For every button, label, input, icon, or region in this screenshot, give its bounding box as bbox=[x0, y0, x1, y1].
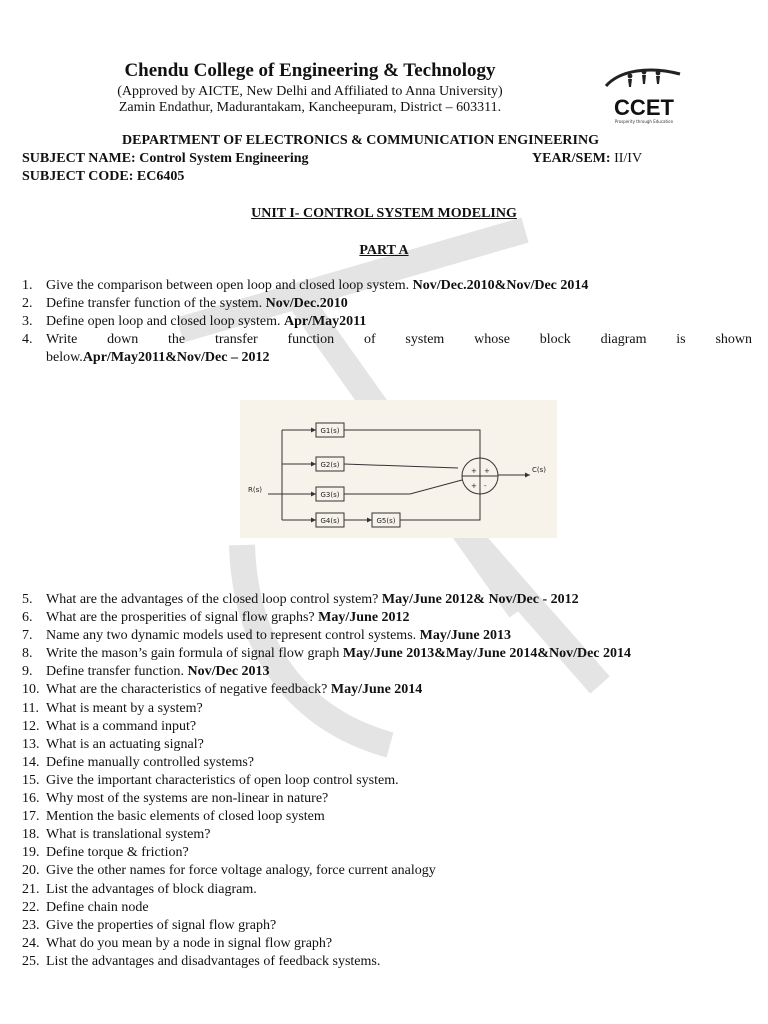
question-text: Define chain node bbox=[46, 899, 149, 915]
question-text: Mention the basic elements of closed loop system bbox=[46, 809, 325, 825]
part-title: PART A bbox=[359, 243, 409, 258]
subject-code-row bbox=[22, 169, 184, 185]
question-text: Give the important characteristics of open loop control system. bbox=[46, 772, 399, 788]
question-item bbox=[22, 681, 752, 699]
year-sem-label: YEAR/SEM: bbox=[532, 151, 611, 166]
question-exam-ref: May/June 2012 bbox=[318, 610, 410, 626]
subject-name-label: SUBJECT NAME: bbox=[22, 151, 136, 166]
sum-sign-3: + bbox=[471, 482, 477, 490]
question-text: Define transfer function of the system. bbox=[46, 296, 263, 312]
question-item bbox=[22, 935, 752, 953]
question-item bbox=[22, 862, 752, 880]
input-label: R(s) bbox=[248, 486, 262, 494]
block-g4: G4(s) bbox=[320, 517, 340, 525]
question-item bbox=[22, 591, 752, 609]
question-text: What is an actuating signal? bbox=[46, 736, 204, 752]
question-number: 1. bbox=[22, 278, 33, 293]
block-g2: G2(s) bbox=[320, 461, 340, 469]
question-number: 3. bbox=[22, 314, 33, 330]
question-exam-ref: Apr/May2011&Nov/Dec – 2012 bbox=[82, 350, 270, 366]
question-text: Give the other names for force voltage analogy, force current analogy bbox=[46, 863, 436, 879]
sum-sign-1: + bbox=[471, 467, 477, 475]
sum-sign-4: - bbox=[484, 482, 487, 490]
question-item bbox=[22, 772, 752, 790]
block-g3: G3(s) bbox=[320, 491, 340, 499]
question-text: Why most of the systems are non-linear in nature? bbox=[46, 791, 329, 807]
department-title: DEPARTMENT OF ELECTRONICS & COMMUNICATION ENGINEERING bbox=[122, 133, 599, 148]
block-diagram bbox=[240, 400, 557, 538]
question-text: Give the properties of signal flow graph? bbox=[46, 917, 277, 933]
question-exam-ref: May/June 2012& Nov/Dec - 2012 bbox=[381, 592, 579, 607]
question-number: 21. bbox=[22, 881, 40, 897]
question-item bbox=[22, 700, 752, 718]
question-number: 24. bbox=[22, 935, 40, 951]
question-text: What are the characteristics of negative feedback? bbox=[46, 682, 328, 698]
subject-name-value: Control System Engineering bbox=[139, 151, 309, 166]
question-item bbox=[22, 609, 752, 627]
question-exam-ref: Apr/May2011 bbox=[283, 314, 367, 330]
question-item bbox=[22, 663, 752, 681]
college-logo bbox=[600, 62, 690, 126]
question-number: 19. bbox=[22, 845, 40, 861]
question-item bbox=[22, 645, 752, 663]
question-text: What are the prosperities of signal flow graphs? bbox=[46, 610, 315, 626]
question-number: 25. bbox=[22, 953, 40, 969]
question-exam-ref: May/June 2013&May/June 2014&Nov/Dec 2014 bbox=[342, 646, 632, 662]
block-g1: G1(s) bbox=[320, 427, 340, 435]
question-list-bottom bbox=[22, 591, 752, 971]
approval-line: (Approved by AICTE, New Delhi and Affiliated to Anna University) bbox=[117, 84, 503, 99]
question-exam-ref: May/June 2013 bbox=[419, 628, 512, 644]
question-text: Define manually controlled systems? bbox=[46, 754, 254, 770]
question-item bbox=[22, 881, 752, 899]
question-item bbox=[22, 313, 752, 331]
question-text: What are the advantages of the closed loop control system? bbox=[46, 592, 379, 607]
question-number: 12. bbox=[22, 718, 40, 734]
question-text: Name any two dynamic models used to represent control systems. bbox=[46, 628, 417, 644]
question-text: Write down the transfer function of system whose block diagram is shown bbox=[46, 332, 752, 348]
question-text: What is meant by a system? bbox=[46, 700, 203, 716]
question-number: 10. bbox=[22, 682, 40, 698]
question-item bbox=[22, 754, 752, 772]
question-number: 23. bbox=[22, 917, 40, 933]
question-number: 6. bbox=[22, 610, 33, 626]
question-number: 16. bbox=[22, 791, 40, 807]
address-line: Zamin Endathur, Madurantakam, Kancheepuram, District – 603311. bbox=[118, 100, 502, 115]
question-exam-ref: May/June 2014 bbox=[330, 682, 423, 698]
question-text: What do you mean by a node in signal flow graph? bbox=[46, 935, 333, 951]
sum-sign-2: + bbox=[484, 467, 490, 475]
question-item bbox=[22, 718, 752, 736]
question-item bbox=[22, 627, 752, 645]
question-number: 2. bbox=[22, 296, 33, 312]
question-item bbox=[22, 790, 752, 808]
question-list-top bbox=[22, 277, 752, 367]
unit-title: UNIT I- CONTROL SYSTEM MODELING bbox=[251, 206, 517, 221]
question-text: What is a command input? bbox=[46, 718, 197, 734]
output-label: C(s) bbox=[532, 466, 546, 474]
question-item bbox=[22, 917, 752, 935]
year-sem-value: II/IV bbox=[614, 151, 643, 166]
question-exam-ref: Nov/Dec.2010 bbox=[265, 296, 348, 312]
question-item bbox=[22, 826, 752, 844]
question-number: 5. bbox=[22, 592, 33, 607]
block-g5: G5(s) bbox=[376, 517, 396, 525]
diagram-background bbox=[240, 400, 557, 538]
question-number: 7. bbox=[22, 628, 33, 644]
subject-code-label: SUBJECT CODE: bbox=[22, 169, 134, 184]
question-number: 4. bbox=[22, 332, 33, 348]
question-number: 13. bbox=[22, 736, 40, 752]
year-sem-row bbox=[532, 151, 642, 167]
question-number: 18. bbox=[22, 827, 40, 843]
question-exam-ref: Nov/Dec 2013 bbox=[187, 664, 270, 680]
question-text: List the advantages and disadvantages of feedback systems. bbox=[46, 953, 381, 969]
logo-tagline: Prosperity through Education bbox=[614, 119, 674, 124]
question-item bbox=[22, 295, 752, 313]
question-item bbox=[22, 331, 752, 367]
question-number: 17. bbox=[22, 809, 40, 825]
subject-name-row bbox=[22, 151, 309, 167]
question-number: 15. bbox=[22, 772, 40, 788]
logo-text: CCET bbox=[614, 95, 674, 120]
question-text: Give the comparison between open loop and closed loop system. bbox=[46, 278, 410, 293]
question-text: Write the mason’s gain formula of signal flow graph bbox=[46, 646, 340, 662]
question-number: 8. bbox=[22, 646, 33, 662]
question-item bbox=[22, 808, 752, 826]
question-text: List the advantages of block diagram. bbox=[46, 881, 257, 897]
question-number: 22. bbox=[22, 899, 40, 915]
question-exam-ref: Nov/Dec.2010&Nov/Dec 2014 bbox=[412, 278, 589, 293]
question-number: 20. bbox=[22, 863, 40, 879]
question-text: Define transfer function. bbox=[46, 664, 184, 680]
question-text-cont: below. bbox=[46, 350, 83, 366]
subject-code-value: EC6405 bbox=[136, 169, 185, 184]
question-item bbox=[22, 736, 752, 754]
college-name: Chendu College of Engineering & Technology bbox=[124, 60, 496, 81]
question-item bbox=[22, 277, 752, 295]
question-number: 14. bbox=[22, 754, 40, 770]
question-number: 11. bbox=[22, 700, 39, 716]
question-item bbox=[22, 899, 752, 917]
question-text: Define open loop and closed loop system. bbox=[46, 314, 281, 330]
question-number: 9. bbox=[22, 664, 33, 680]
question-item bbox=[22, 844, 752, 862]
question-item bbox=[22, 953, 752, 971]
question-text: Define torque & friction? bbox=[46, 845, 189, 861]
question-text: What is translational system? bbox=[46, 827, 211, 843]
